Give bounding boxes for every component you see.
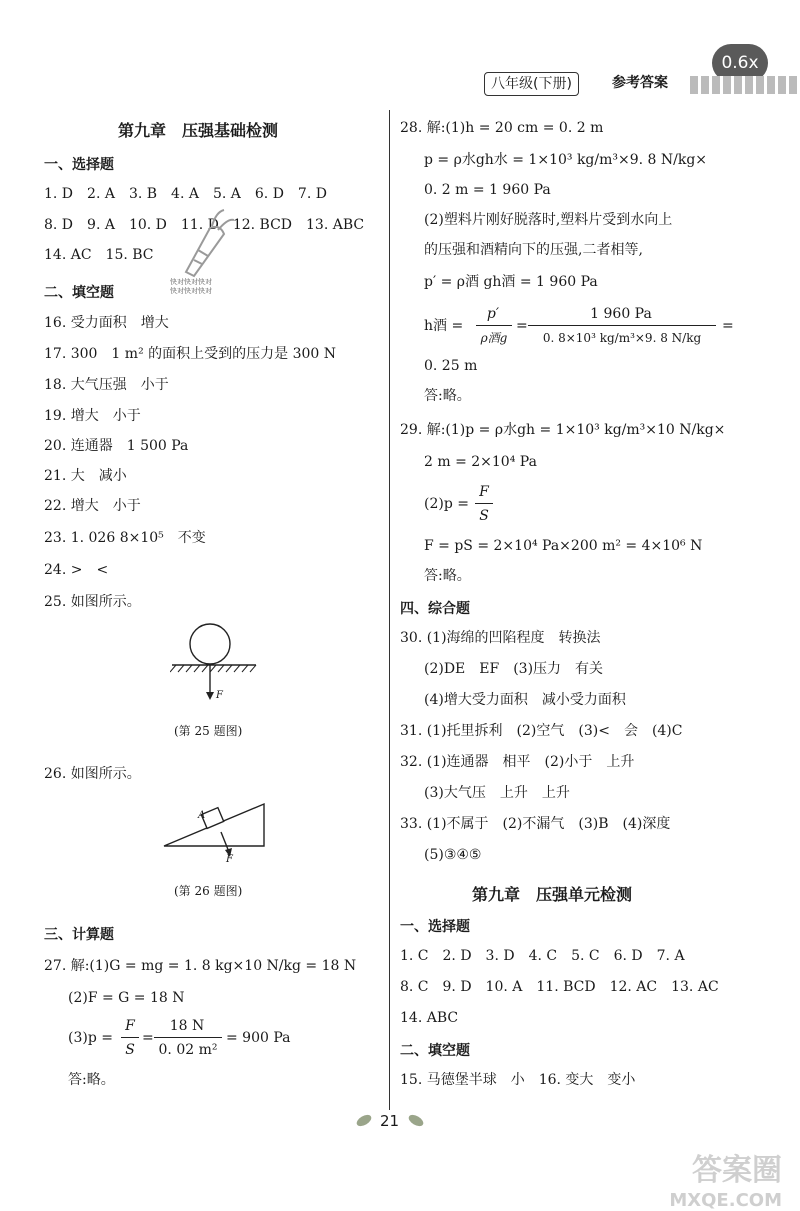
answer-line: 24. > < (44, 562, 109, 578)
header-decoration (690, 76, 800, 94)
formula-equals: = (516, 318, 528, 334)
fraction-denominator: S (479, 508, 489, 524)
watermark-url: MXQE.COM (669, 1190, 782, 1211)
heading-choice: 一、选择题 (400, 919, 470, 935)
answer-line: 2 m = 2×10⁴ Pa (424, 454, 537, 470)
answer-line: 33. (1)不属于 (2)不漏气 (3)B (4)深度 (400, 816, 671, 832)
answer-line: 28. 解:(1)h = 20 cm = 0. 2 m (400, 120, 604, 136)
formula-equals: = (722, 318, 734, 334)
answer-line: (3)大气压 上升 上升 (424, 785, 570, 801)
point-label: A (198, 810, 206, 821)
figure-26 (160, 798, 280, 868)
leaf-icon (407, 1113, 425, 1129)
answer-line: 16. 受力面积 增大 (44, 315, 169, 331)
answer-line: 答:略。 (424, 568, 471, 584)
section-title-basic: 第九章 压强基础检测 (118, 121, 279, 140)
formula-prefix: h酒 = (424, 318, 464, 334)
answer-line: 1. D 2. A 3. B 4. A 5. A 6. D 7. D (44, 186, 327, 202)
grade-label: 八年级(下册) (484, 72, 579, 96)
answer-line: 14. ABC (400, 1010, 459, 1026)
answer-line: 25. 如图所示。 (44, 594, 141, 610)
fraction-numerator: 18 N (169, 1018, 205, 1034)
fraction-denominator: 0. 02 m² (158, 1042, 218, 1058)
heading-fill: 二、填空题 (400, 1043, 470, 1059)
answer-line: (4)增大受力面积 减小受力面积 (424, 692, 626, 708)
zoom-badge[interactable]: 0.6x (712, 44, 768, 82)
heading-calc: 三、计算题 (44, 927, 114, 943)
fraction-bar (121, 1037, 139, 1038)
figure-caption: (第 25 题图) (174, 724, 243, 738)
formula-prefix: (3)p = (68, 1030, 113, 1046)
answer-line: 18. 大气压强 小于 (44, 377, 169, 393)
answer-line: (2)F = G = 18 N (68, 990, 185, 1006)
answer-line: 8. C 9. D 10. A 11. BCD 12. AC 13. AC (400, 979, 719, 995)
answer-line: 0. 25 m (424, 358, 478, 374)
answer-line: 26. 如图所示。 (44, 766, 141, 782)
answer-line: (2)塑料片刚好脱落时,塑料片受到水向上 (424, 212, 673, 228)
answer-line: 1. C 2. D 3. D 4. C 5. C 6. D 7. A (400, 948, 685, 964)
answer-line: 22. 增大 小于 (44, 498, 141, 514)
fraction-bar (475, 503, 493, 504)
answer-line: 答:略。 (68, 1072, 115, 1088)
answer-line: 29. 解:(1)p = ρ水gh = 1×10³ kg/m³×10 N/kg× (400, 422, 726, 438)
answer-line: 27. 解:(1)G = mg = 1. 8 kg×10 N/kg = 18 N (44, 958, 357, 974)
fraction-denominator: 0. 8×10³ kg/m³×9. 8 N/kg (542, 331, 702, 345)
answer-line: F = pS = 2×10⁴ Pa×200 m² = 4×10⁶ N (424, 538, 703, 554)
answer-line: p = ρ水gh水 = 1×10³ kg/m³×9. 8 N/kg× (424, 152, 708, 168)
leaf-icon (355, 1113, 373, 1129)
fraction-numerator: F (125, 1018, 135, 1034)
fraction-numerator: p′ (486, 306, 500, 322)
answer-line: 答:略。 (424, 388, 471, 404)
fraction-bar (476, 325, 512, 326)
watermark-logo: 答案圈 (692, 1153, 782, 1188)
answer-line: 23. 1. 026 8×10⁵ 不变 (44, 530, 206, 546)
answer-line: 21. 大 减小 (44, 468, 127, 484)
section-title-unit: 第九章 压强单元检测 (472, 885, 633, 904)
answer-line: 15. 马德堡半球 小 16. 变大 变小 (400, 1072, 636, 1088)
answer-line: 20. 连通器 1 500 Pa (44, 438, 189, 454)
formula-equals: = (142, 1030, 154, 1046)
fraction-numerator: F (479, 484, 489, 500)
stamp-text: 快对快对快对 快对快对快对 (170, 278, 212, 295)
figure-caption: (第 26 题图) (174, 884, 243, 898)
answer-line: 8. D 9. A 10. D 11. D 12. BCD 13. ABC (44, 217, 365, 233)
fraction-denominator: ρ酒g (480, 331, 508, 345)
page-number: 21 (380, 1112, 400, 1130)
column-divider (389, 110, 390, 1110)
fraction-bar (154, 1037, 222, 1038)
answer-line: p′ = ρ酒 gh酒 = 1 960 Pa (424, 274, 598, 290)
formula-prefix: (2)p = (424, 496, 469, 512)
answer-line: (5)③④⑤ (424, 847, 482, 863)
answer-line: 的压强和酒精向下的压强,二者相等, (424, 242, 643, 258)
answer-line: (2)DE EF (3)压力 有关 (424, 661, 604, 677)
answer-line: 19. 增大 小于 (44, 408, 141, 424)
answer-line: 0. 2 m = 1 960 Pa (424, 182, 551, 198)
answer-line: 14. AC 15. BC (44, 247, 154, 263)
answers-label: 参考答案 (612, 75, 668, 91)
answer-line: 30. (1)海绵的凹陷程度 转换法 (400, 630, 601, 646)
force-label: F (226, 854, 233, 865)
figure-25 (170, 622, 260, 708)
answer-line: 31. (1)托里拆利 (2)空气 (3)< 会 (4)C (400, 723, 683, 739)
answer-line: 32. (1)连通器 相平 (2)小于 上升 (400, 754, 635, 770)
answer-line: 17. 300 1 m² 的面积上受到的压力是 300 N (44, 346, 337, 362)
fraction-numerator: 1 960 Pa (590, 306, 652, 322)
force-label: F (216, 690, 223, 701)
heading-comprehensive: 四、综合题 (400, 601, 470, 617)
fraction-denominator: S (125, 1042, 135, 1058)
heading-fill: 二、填空题 (44, 285, 114, 301)
carrot-stamp-icon (168, 206, 238, 282)
heading-choice: 一、选择题 (44, 157, 114, 173)
fraction-bar (528, 325, 716, 326)
formula-result: = 900 Pa (226, 1030, 291, 1046)
